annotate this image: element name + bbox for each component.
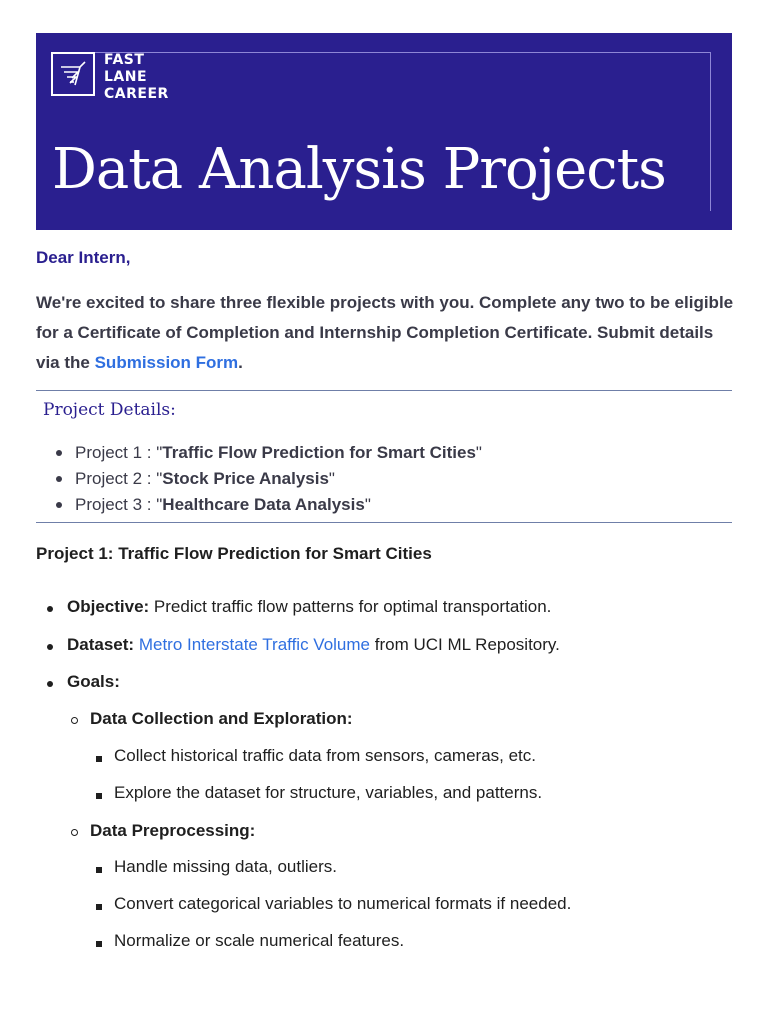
goal-2-label: Data Preprocessing:	[90, 821, 256, 840]
project-list	[55, 440, 482, 518]
project-name: Healthcare Data Analysis	[162, 495, 365, 514]
circle-bullet-icon	[71, 829, 78, 836]
bullet-icon	[47, 644, 53, 650]
dataset-rest: from UCI ML Repository.	[370, 635, 560, 654]
circle-bullet-icon	[71, 717, 78, 724]
dataset-line	[67, 635, 560, 655]
goals-label: Goals:	[67, 672, 120, 691]
list-item: Normalize or scale numerical features.	[114, 931, 405, 950]
logo-text	[104, 52, 169, 103]
square-bullet-icon	[96, 867, 102, 873]
project-prefix: Project 3 : "	[75, 495, 163, 514]
list-item	[55, 440, 482, 466]
square-bullet-icon	[96, 941, 102, 947]
logo-line-3: CAREER	[104, 86, 169, 102]
list-item	[55, 492, 482, 518]
project-suffix: "	[475, 443, 482, 462]
list-item: Collect historical traffic data from sensors, cameras, etc.	[114, 746, 537, 765]
project1-title: Project 1: Traffic Flow Prediction for Smart Cities	[36, 544, 432, 563]
greeting: Dear Intern,	[36, 248, 131, 267]
objective-label: Objective:	[67, 597, 150, 616]
dataset-label: Dataset:	[67, 635, 135, 654]
list-item: Convert categorical variables to numerical formats if needed.	[114, 894, 572, 913]
list-item: Handle missing data, outliers.	[114, 857, 338, 876]
intro-paragraph	[36, 288, 736, 378]
bullet-icon	[47, 606, 53, 612]
dataset-link[interactable]: Metro Interstate Traffic Volume	[138, 635, 371, 654]
intro-text: We're excited to share three flexible projects with you. Complete any two to be eligible for a Certificate of Completion and Internship Completion Certificate. Submit details via the	[36, 293, 734, 372]
bullet-icon	[47, 681, 53, 687]
project-suffix: "	[364, 495, 371, 514]
list-item: Explore the dataset for structure, variables, and patterns.	[114, 783, 543, 802]
square-bullet-icon	[96, 756, 102, 762]
project-prefix: Project 1 : "	[75, 443, 163, 462]
logo-line-2: LANE	[104, 69, 148, 85]
divider	[36, 522, 732, 523]
divider	[36, 390, 732, 391]
intro-end: .	[238, 353, 243, 372]
submission-form-link[interactable]: Submission Form	[94, 353, 239, 372]
project-name: Traffic Flow Prediction for Smart Cities	[162, 443, 476, 462]
objective-line	[67, 597, 551, 617]
page-title: Data Analysis Projects	[52, 137, 666, 202]
logo-line-1: FAST	[104, 52, 145, 68]
project-name: Stock Price Analysis	[162, 469, 329, 488]
project-suffix: "	[328, 469, 335, 488]
objective-text: Predict traffic flow patterns for optimal transportation.	[149, 597, 552, 616]
list-item	[55, 466, 482, 492]
square-bullet-icon	[96, 793, 102, 799]
goal-1-label: Data Collection and Exploration:	[90, 709, 353, 728]
project-prefix: Project 2 : "	[75, 469, 163, 488]
logo-icon	[51, 52, 95, 96]
project-details-heading: Project Details:	[43, 400, 176, 420]
square-bullet-icon	[96, 904, 102, 910]
